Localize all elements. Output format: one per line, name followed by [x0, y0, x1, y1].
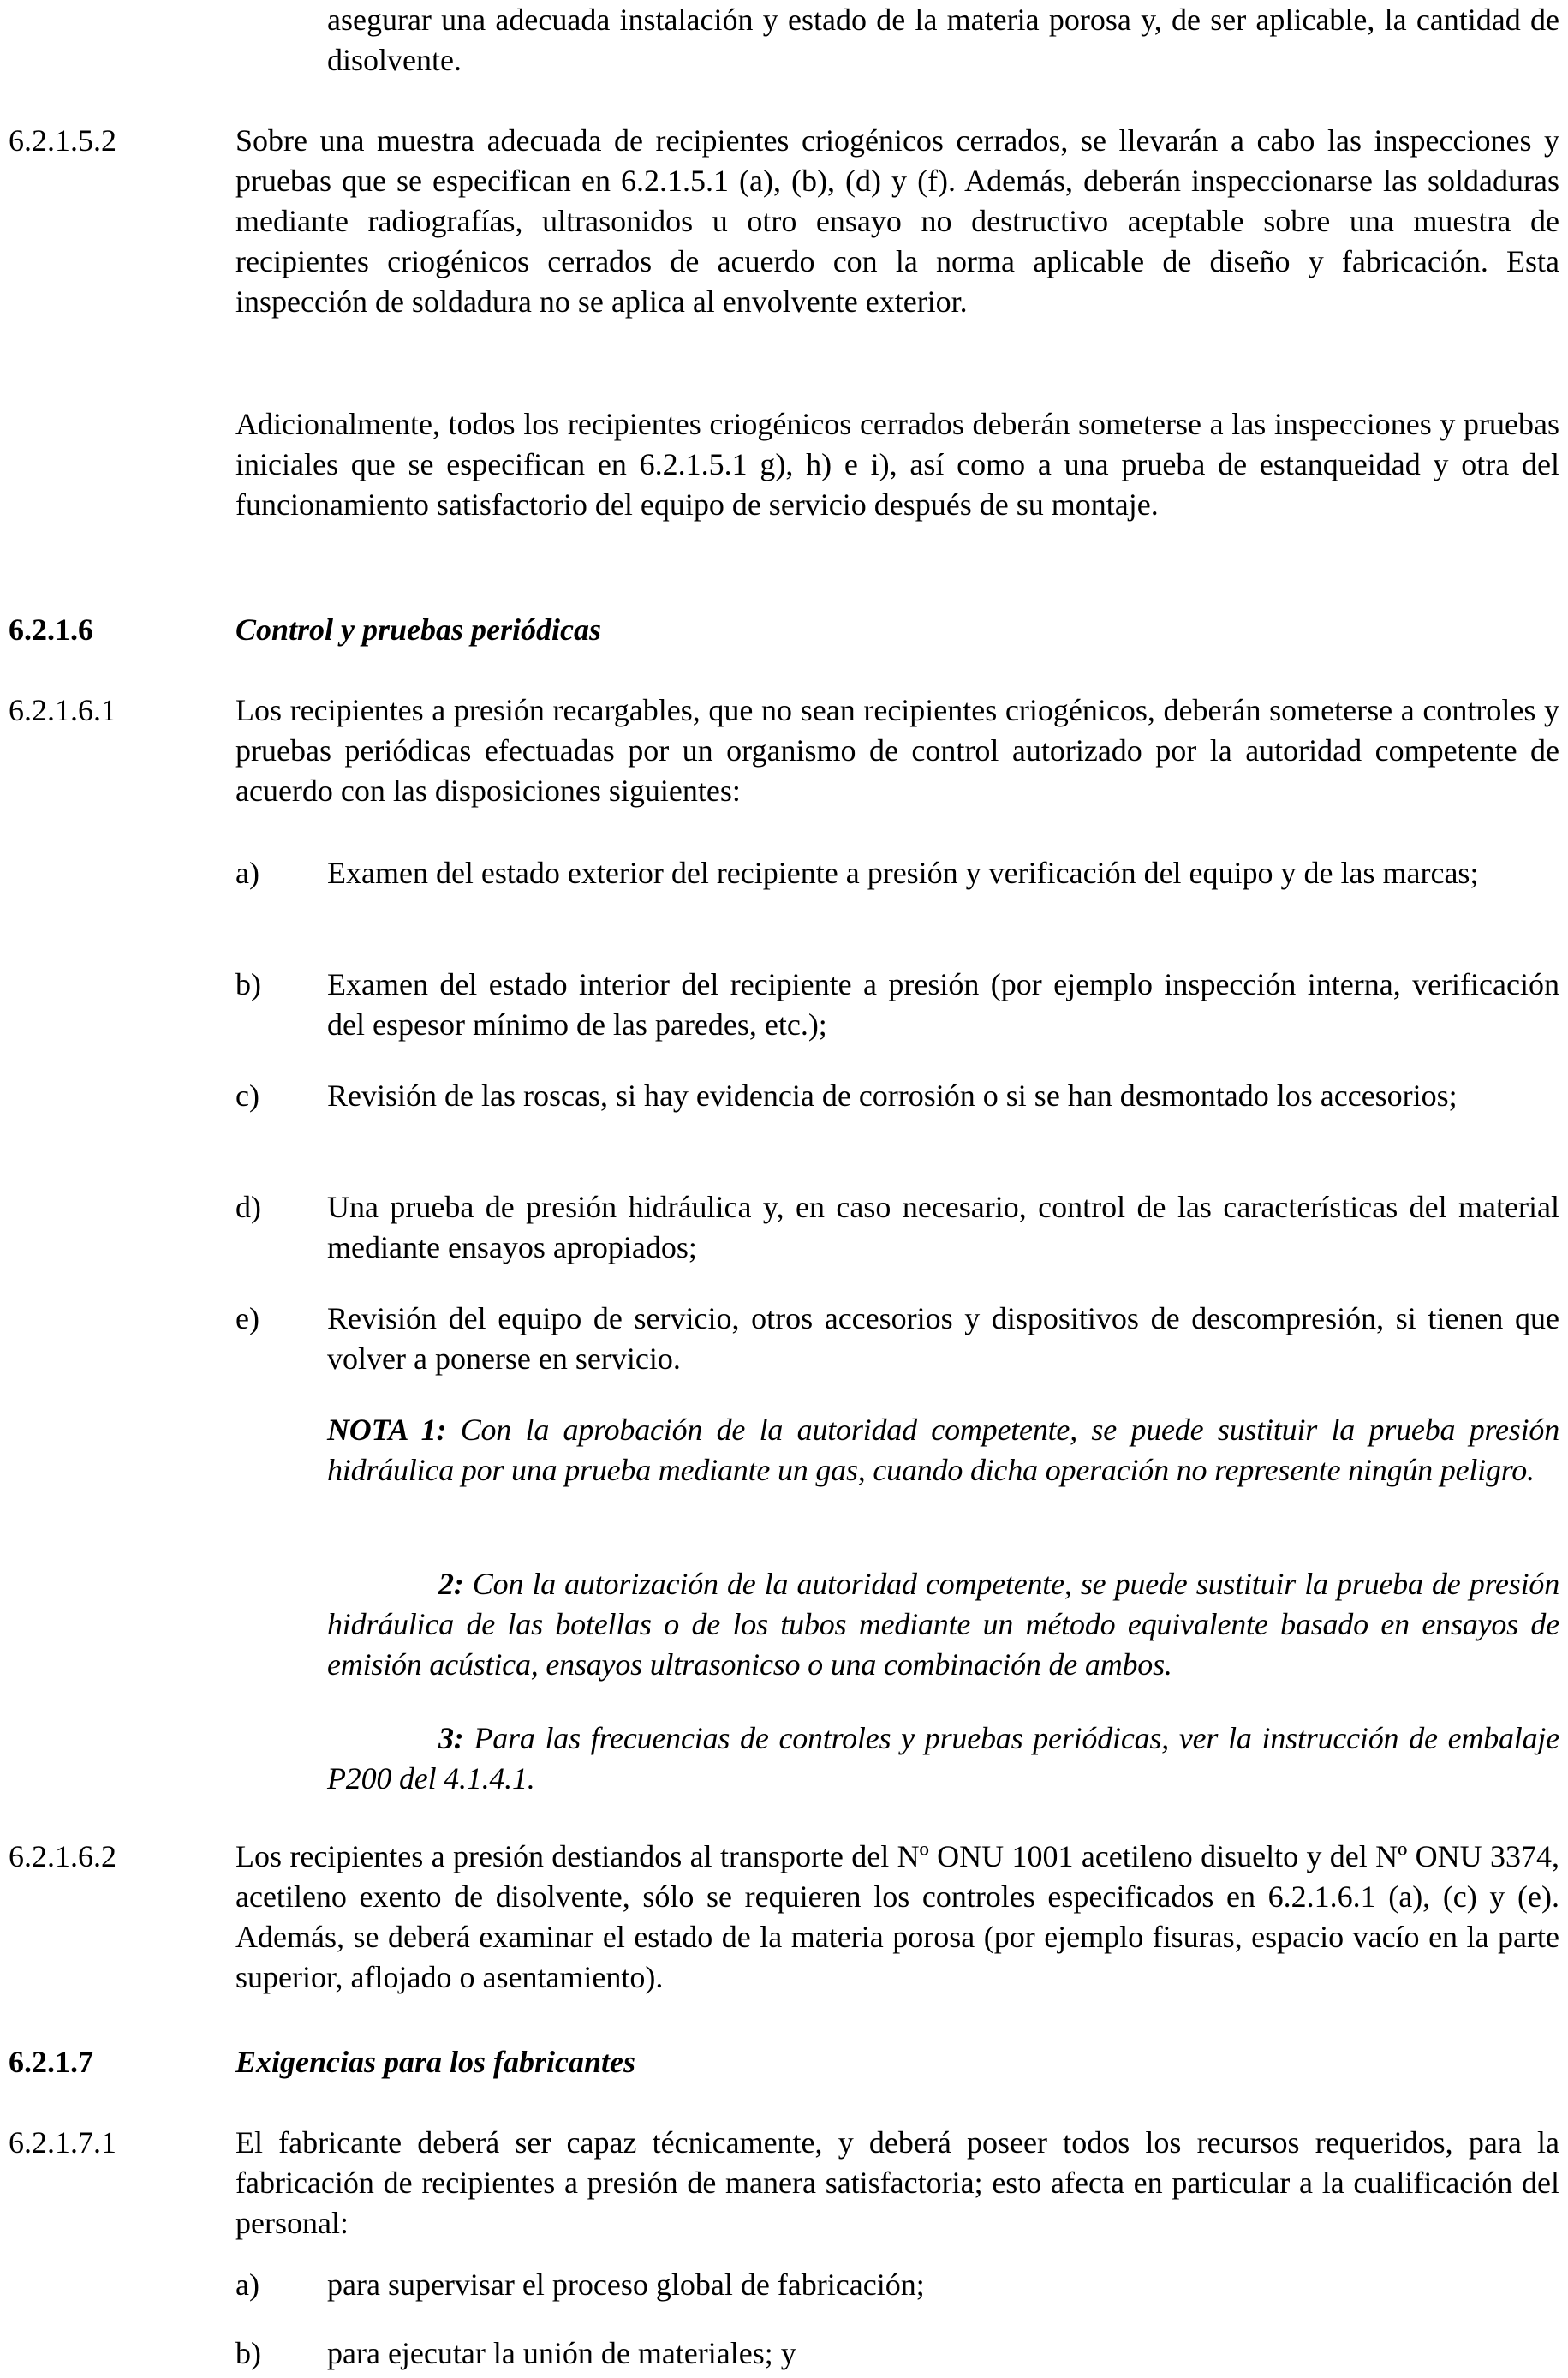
paragraph-6-2-1-6-2: Los recipientes a presión destiandos al transporte del Nº ONU 1001 acetileno disuelto y del Nº ONU 3374, acetileno exento de disolvente, sólo se requieren los controles especificados en 6.2.1.6.1 (a), (c) y (e). Además, se deberá examinar el estado de la materia porosa (por ejemplo fisuras, espacio vacío en la parte superior, aflojado o asentamiento).: [235, 1839, 1559, 1994]
note-3: [327, 1718, 1559, 1799]
list-item-label: b): [235, 2336, 261, 2370]
paragraph-6-2-1-5-2-a: Sobre una muestra adecuada de recipientes criogénicos cerrados, se llevarán a cabo las inspecciones y pruebas que se especifican en 6.2.1.5.1 (a), (b), (d) y (f). Además, deberán inspeccionarse las soldaduras mediante radiografías, ultrasonidos u otro ensayo no destructivo aceptable sobre una muestra de recipientes criogénicos cerrados de acuerdo con la norma aplicable de diseño y fabricación. Esta inspección de soldadura no se aplica al envolvente exterior.: [235, 123, 1559, 319]
list-item-label: c): [235, 1078, 259, 1113]
section-number-6-2-1-6-1: 6.2.1.6.1: [9, 693, 116, 727]
list-item-text: Examen del estado interior del recipiente a presión (por ejemplo inspección interna, verificación del espesor mínimo de las paredes, etc.);: [327, 967, 1559, 1042]
note-3-label: 3:: [438, 1721, 464, 1755]
section-number-6-2-1-6: 6.2.1.6: [9, 612, 93, 647]
section-title-6-2-1-7: Exigencias para los fabricantes: [235, 2045, 636, 2079]
list-item-label: b): [235, 967, 261, 1001]
section-number-6-2-1-7-1: 6.2.1.7.1: [9, 2125, 116, 2160]
note-2: [327, 1564, 1559, 1685]
list-item-label: a): [235, 2267, 259, 2302]
section-number-6-2-1-7: 6.2.1.7: [9, 2045, 93, 2079]
list-item-text: Una prueba de presión hidráulica y, en caso necesario, control de las características del material mediante ensayos apropiados;: [327, 1190, 1559, 1264]
section-title-6-2-1-6: Control y pruebas periódicas: [235, 612, 602, 647]
paragraph-6-2-1-5-2-b: Adicionalmente, todos los recipientes criogénicos cerrados deberán someterse a las inspecciones y pruebas iniciales que se especifican en 6.2.1.5.1 g), h) e i), así como a una prueba de estanqueidad y otra del funcionamiento satisfactorio del equipo de servicio después de su montaje.: [235, 407, 1559, 522]
continuation-paragraph: asegurar una adecuada instalación y estado de la materia porosa y, de ser aplicable, la cantidad de disolvente.: [327, 3, 1559, 77]
list-item-label: d): [235, 1190, 261, 1224]
list-item-text: Examen del estado exterior del recipiente a presión y verificación del equipo y de las marcas;: [327, 856, 1479, 890]
note-3-text: Para las frecuencias de controles y pruebas periódicas, ver la instrucción de embalaje P200 del 4.1.4.1.: [327, 1721, 1559, 1795]
note-1-label: NOTA 1:: [327, 1413, 447, 1447]
note-1: [327, 1410, 1559, 1491]
note-1-text: Con la aprobación de la autoridad competente, se puede sustituir la prueba presión hidráulica por una prueba mediante un gas, cuando dicha operación no represente ningún peligro.: [327, 1413, 1559, 1487]
note-2-label: 2:: [438, 1567, 464, 1601]
section-number-6-2-1-6-2: 6.2.1.6.2: [9, 1839, 116, 1873]
paragraph-6-2-1-6-1-intro: Los recipientes a presión recargables, que no sean recipientes criogénicos, deberán someterse a controles y pruebas periódicas efectuadas por un organismo de control autorizado por la autoridad competente de acuerdo con las disposiciones siguientes:: [235, 693, 1559, 808]
paragraph-6-2-1-7-1-intro: El fabricante deberá ser capaz técnicamente, y deberá poseer todos los recursos requeridos, para la fabricación de recipientes a presión de manera satisfactoria; esto afecta en particular a la cualificación del personal:: [235, 2125, 1559, 2240]
list-item-label: a): [235, 856, 259, 890]
list-item-text: Revisión de las roscas, si hay evidencia de corrosión o si se han desmontado los accesorios;: [327, 1078, 1458, 1113]
list-item-text: Revisión del equipo de servicio, otros accesorios y dispositivos de descompresión, si tienen que volver a ponerse en servicio.: [327, 1301, 1559, 1376]
list-item-text: para supervisar el proceso global de fabricación;: [327, 2267, 925, 2302]
list-item-text: para ejecutar la unión de materiales; y: [327, 2336, 796, 2370]
list-item-label: e): [235, 1301, 259, 1335]
section-number-6-2-1-5-2: 6.2.1.5.2: [9, 123, 116, 158]
note-2-text: Con la autorización de la autoridad competente, se puede sustituir la prueba de presión hidráulica de las botellas o de los tubos mediante un método equivalente basado en ensayos de emisión acústica, ensayos ultrasonicso o una combinación de ambos.: [327, 1567, 1559, 1682]
